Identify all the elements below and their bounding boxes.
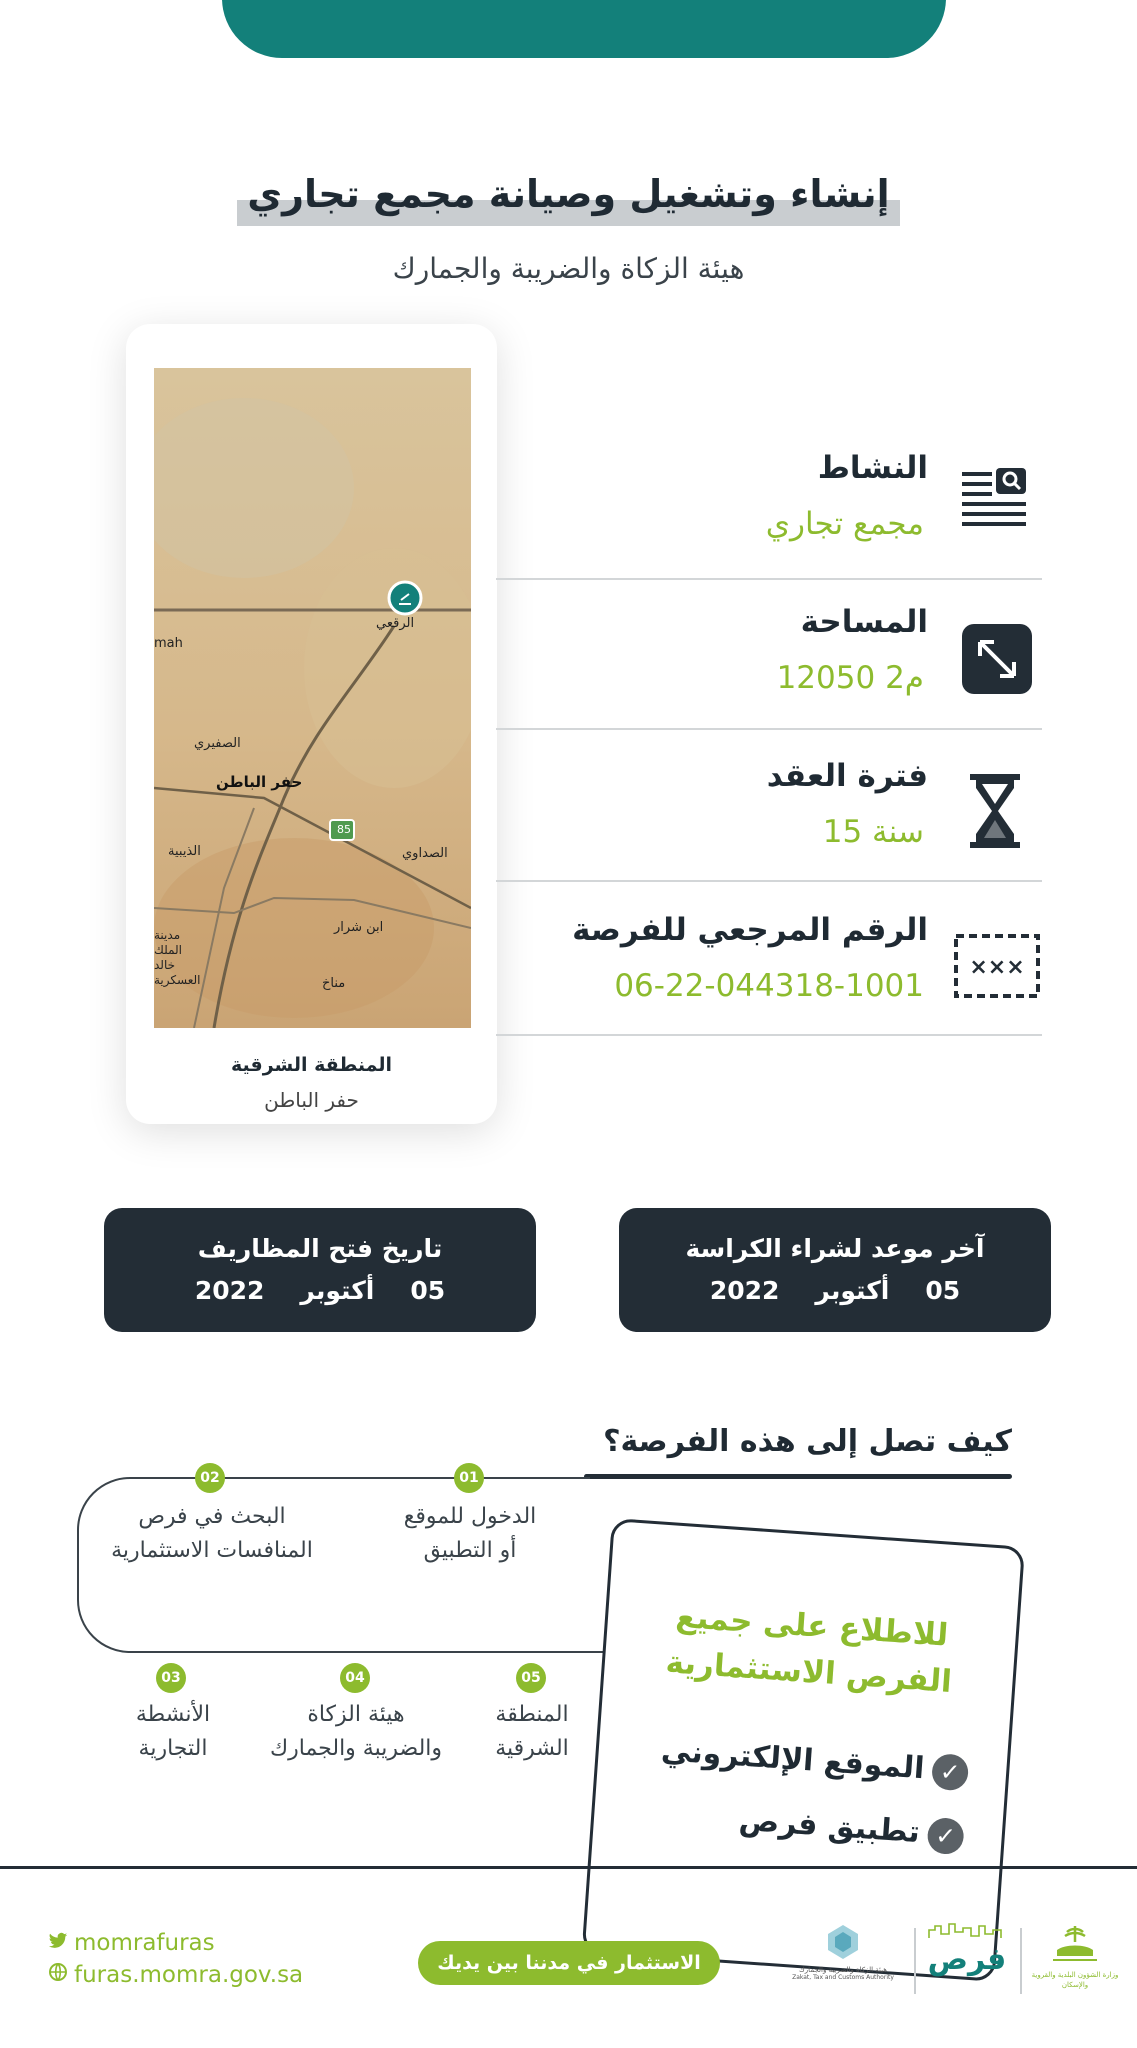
purchase-day: 05: [925, 1276, 961, 1305]
map-label: مدينة الملك خالد العسكرية: [154, 928, 201, 987]
hourglass-icon: [952, 768, 1042, 858]
twitter-icon: [48, 1930, 74, 1956]
area-value: 12050 م2: [776, 660, 924, 696]
step-text: هيئة الزكاة والضريبة والجمارك: [269, 1702, 443, 1761]
check-icon: ✓: [931, 1752, 969, 1790]
ministry-emblem-icon: [1047, 1922, 1103, 1966]
map-label: الصفيري: [194, 736, 241, 751]
opening-date-box: [104, 1208, 536, 1332]
purchase-month: أكتوبر: [815, 1276, 890, 1305]
map-label: مناخ: [322, 976, 346, 991]
top-tab-decoration: [222, 0, 946, 58]
step-number: 04: [340, 1663, 370, 1693]
logo-divider: [1020, 1928, 1022, 1994]
contract-label: فترة العقد: [766, 758, 928, 794]
footer-divider: [0, 1866, 1137, 1869]
step-text: الدخول للموقع أو التطبيق: [403, 1504, 537, 1563]
map-label: الذيبية: [168, 844, 201, 859]
purchase-year: 2022: [709, 1276, 780, 1305]
document-search-icon: [952, 460, 1042, 550]
promo-item-app[interactable]: ✓تطبيق فرص: [738, 1803, 965, 1855]
page-subtitle: هيئة الزكاة والضريبة والجمارك: [392, 252, 745, 285]
zatca-logo: هيئة الزكاة والضريبة والجمارك Zakat, Tax and Customs Authority: [788, 1922, 898, 1981]
website-link[interactable]: furas.momra.gov.sa: [48, 1962, 303, 1988]
title-wrap: [0, 168, 1137, 226]
info-row-area: [496, 580, 1042, 730]
opening-year: 2022: [194, 1276, 265, 1305]
purchase-deadline-value: [619, 1276, 1051, 1305]
zatca-emblem-icon: [823, 1922, 863, 1962]
step-text: البحث في فرص المنافسات الاستثمارية: [111, 1504, 313, 1563]
svg-text:×××: ×××: [969, 955, 1025, 980]
activity-label: النشاط: [817, 450, 928, 486]
contract-value: 15 سنة: [822, 814, 924, 850]
map-label: حفر الباطن: [216, 773, 303, 791]
area-label: المساحة: [800, 604, 928, 640]
city-skyline-icon: [927, 1922, 1007, 1940]
location-map[interactable]: [154, 368, 471, 1028]
how-title: كيف تصل إلى هذه الفرصة؟: [603, 1424, 1012, 1459]
ministry-logo: وزارة الشؤون البلدية والقروية والإسكان: [1026, 1922, 1124, 1990]
purchase-deadline-label: آخر موعد لشراء الكراسة: [685, 1234, 985, 1263]
globe-icon: [48, 1962, 74, 1988]
slogan-badge: الاستثمار في مدننا بين يديك: [418, 1941, 720, 1985]
map-label: mah: [154, 636, 183, 651]
activity-value: مجمع تجاري: [765, 506, 924, 542]
opening-month: أكتوبر: [300, 1276, 375, 1305]
reference-value: 06-22-044318-1001: [614, 968, 924, 1004]
map-region: المنطقة الشرقية: [231, 1054, 392, 1076]
step-number: 02: [195, 1463, 225, 1493]
step-number: 03: [156, 1663, 186, 1693]
info-row-contract: [496, 730, 1042, 882]
ticket-icon: [952, 922, 1042, 1012]
opening-day: 05: [410, 1276, 446, 1305]
info-row-reference: [496, 882, 1042, 1036]
promo-card: [582, 1518, 1025, 1982]
check-icon: ✓: [926, 1816, 964, 1854]
steps-path: [0, 1450, 660, 1690]
promo-item-website[interactable]: ✓الموقع الإلكتروني: [660, 1733, 969, 1791]
page-title: إنشاء وتشغيل وصيانة مجمع تجاري: [237, 168, 899, 226]
info-row-activity: [496, 432, 1042, 580]
logo-divider: [914, 1928, 916, 1994]
opening-date-value: [104, 1276, 536, 1305]
purchase-deadline-box: [619, 1208, 1051, 1332]
step-text: المنطقة الشرقية: [495, 1702, 569, 1761]
step-number: 05: [516, 1663, 546, 1693]
divider: [496, 1034, 1042, 1036]
map-city: حفر الباطن: [264, 1088, 359, 1112]
map-label: ابن شرار: [334, 920, 384, 935]
twitter-link[interactable]: momrafuras: [48, 1930, 215, 1956]
resize-arrows-icon: [952, 616, 1042, 706]
promo-title: للاطلاع على جميع الفرص الاستثمارية: [664, 1598, 953, 1701]
opening-date-label: تاريخ فتح المظاريف: [197, 1234, 443, 1263]
map-label: الرقعي: [376, 616, 415, 631]
step-number: 01: [454, 1463, 484, 1493]
step-text: الأنشطة التجارية: [135, 1702, 211, 1761]
furas-logo: فرص: [922, 1922, 1012, 1976]
reference-label: الرقم المرجعي للفرصة: [572, 912, 928, 948]
map-label: الصداوي: [402, 846, 448, 861]
road-number: 85: [337, 823, 351, 836]
